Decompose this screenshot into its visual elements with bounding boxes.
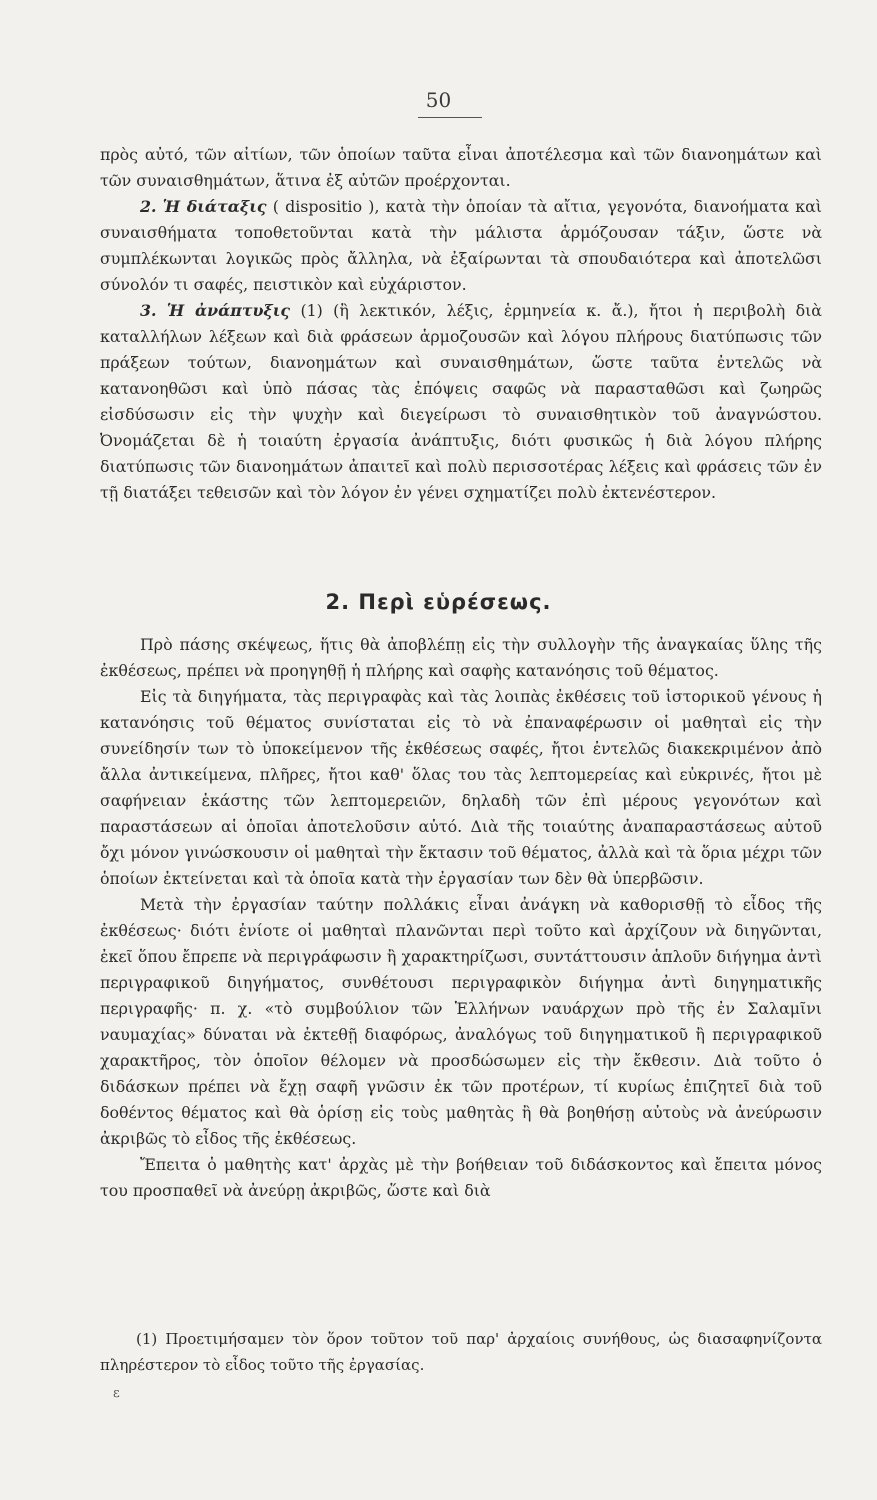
item-3-title: Ἡ ἀνάπτυξις: [166, 301, 291, 320]
section-paragraph: Εἰς τὰ διηγήματα, τὰς περιγραφὰς καὶ τὰς λοιπὰς ἐκθέσεις τοῦ ἱστορικοῦ γένους ἡ κατανόησις τοῦ θέματος συνίσταται εἰς τὸ νὰ ἐπαναφέρωσιν οἱ μαθηταὶ εἰς τὴν συνείδησίν των τὸ ὑποκείμενον τῆς ἐκθέσεως σαφές, ἤτοι ἐντελῶς διακεκριμένον ἀπὸ ἄλλα ἀντικείμενα, πλῆρες, ἤτοι καθ' ὅλας του τὰς λεπτομερείας καὶ εὐκρινές, ἤτοι μὲ σαφήνειαν ἑκάστης τῶν λεπτομερειῶν, δηλαδὴ τῶν ἐπὶ μέρους γεγονότων καὶ παραστάσεων αἱ ὁποῖαι ἀποτελοῦσιν αὐτό. Διὰ τῆς τοιαύτης ἀναπαραστάσεως αὐτοῦ ὄχι μόνον γινώσκουσιν οἱ μαθηταὶ τὴν ἔκτασιν τοῦ θέματος, ἀλλὰ καὶ τὰ ὅρια μέχρι τῶν ὁποίων ἐκτείνεται καὶ τὰ ὁποῖα κατὰ τὴν ἐργασίαν των δὲν θὰ ὑπερβῶσιν.: [100, 687, 822, 888]
upper-text-block: [100, 142, 822, 506]
item-2-paragraph: [100, 194, 822, 298]
section-paragraph: Ἔπειτα ὁ μαθητὴς κατ' ἀρχὰς μὲ τὴν βοήθειαν τοῦ διδάσκοντος καὶ ἔπειτα μόνος του προσπαθεῖ νὰ ἀνεύρῃ ἀκριβῶς, ὥστε καὶ διὰ: [100, 1155, 822, 1200]
stray-print-mark: ε: [113, 1386, 120, 1401]
footnote-text: (1) Προετιμήσαμεν τὸν ὅρον τοῦτον τοῦ παρ' ἀρχαίοις συνήθους, ὡς διασαφηνίζοντα πληρέστερον τὸ εἶδος τοῦτο τῆς ἐργασίας.: [100, 1330, 822, 1374]
item-3-paragraph: [100, 298, 822, 506]
page-number: 50: [425, 88, 452, 112]
section-paragraph: Πρὸ πάσης σκέψεως, ἥτις θὰ ἀποβλέπῃ εἰς τὴν συλλογὴν τῆς ἀναγκαίας ὕλης τῆς ἐκθέσεως, πρέπει νὰ προηγηθῇ ἡ πλήρης καὶ σαφὴς κατανόησις τοῦ θέματος.: [100, 635, 822, 680]
lower-text-block: [100, 632, 822, 1204]
item-3-number: 3.: [140, 301, 157, 320]
page-number-rule: [418, 117, 482, 118]
footnote: [100, 1326, 822, 1378]
continuation-paragraph: πρὸς αὐτό, τῶν αἰτίων, τῶν ὁποίων ταῦτα εἶναι ἀποτέλεσμα καὶ τῶν διανοημάτων καὶ τῶν συναισθημάτων, ἅτινα ἐξ αὐτῶν προέρχονται.: [100, 145, 822, 190]
section-paragraph: Μετὰ τὴν ἐργασίαν ταύτην πολλάκις εἶναι ἀνάγκη νὰ καθορισθῇ τὸ εἶδος τῆς ἐκθέσεως· διότι ἐνίοτε οἱ μαθηταὶ πλανῶνται περὶ τοῦτο καὶ ἀρχίζουν νὰ διηγῶνται, ἐκεῖ ὅπου ἔπρεπε νὰ περιγράφωσιν ἢ χαρακτηρίζωσι, συντάττουσιν ἁπλοῦν διήγημα ἀντὶ περιγραφικοῦ διηγήματος, συνθέτουσι περιγραφικὸν διήγημα ἀντὶ διηγηματικῆς περιγραφῆς· π. χ. «τὸ συμβούλιον τῶν Ἑλλήνων ναυάρχων πρὸ τῆς ἐν Σαλαμῖνι ναυμαχίας» δύναται νὰ ἐκτεθῇ διαφόρως, ἀναλόγως τοῦ διηγηματικοῦ ἢ περιγραφικοῦ χαρακτῆρος, τὸν ὁποῖον θέλομεν νὰ προσδώσωμεν εἰς τὴν ἔκθεσιν. Διὰ τοῦτο ὁ διδάσκων πρέπει νὰ ἔχῃ σαφῆ γνῶσιν ἐκ τῶν προτέρων, τί κυρίως ἐπιζητεῖ διὰ τοῦ δοθέντος θέματος καὶ θὰ ὁρίσῃ εἰς τοὺς μαθητὰς ἢ θὰ βοηθήσῃ αὐτοὺς νὰ ἀνεύρωσιν ἀκριβῶς τὸ εἶδος τῆς ἐκθέσεως.: [100, 895, 822, 1148]
section-heading: 2. Περὶ εὑρέσεως.: [325, 590, 552, 614]
item-2-number: 2.: [140, 197, 157, 216]
item-2-title: Ἡ διάταξις: [162, 197, 267, 216]
item-2-text: ( dispositio ), κατὰ τὴν ὁποίαν τὰ αἴτια, γεγονότα, διανοήματα καὶ συναισθήματα τοποθετοῦνται κατὰ τὴν μάλιστα ἁρμόζουσαν τάξιν, ὥστε νὰ συμπλέκωνται λογικῶς πρὸς ἄλληλα, νὰ ἐξαίρωνται τὰ σπουδαιότερα καὶ ἀποτελῶσι σύνολόν τι σαφές, πειστικὸν καὶ εὐχάριστον.: [100, 197, 822, 294]
item-3-text: (1) (ἢ λεκτικόν, λέξις, ἑρμηνεία κ. ἄ.), ἤτοι ἡ περιβολὴ διὰ καταλλήλων λέξεων καὶ διὰ φράσεων ἁρμοζουσῶν καὶ λόγου πλήρους διατύπωσις τῶν πράξεων τούτων, διανοημάτων καὶ συναισθημάτων, ὥστε ταῦτα ἐντελῶς νὰ κατανοηθῶσι καὶ ὑπὸ πάσας τὰς ἐπόψεις σαφῶς νὰ παρασταθῶσι καὶ ζωηρῶς εἰσδύσωσιν εἰς τὴν ψυχὴν καὶ διεγείρωσι τὸ συναισθητικὸν τοῦ ἀναγνώστου. Ὀνομάζεται δὲ ἡ τοιαύτη ἐργασία ἀνάπτυξις, διότι φυσικῶς ἡ διὰ λόγου πλήρης διατύπωσις τῶν διανοημάτων ἀπαιτεῖ καὶ πολὺ περισσοτέρας λέξεις καὶ φράσεις τῶν ἐν τῇ διατάξει τεθεισῶν καὶ τὸν λόγον ἐν γένει σχηματίζει πολὺ ἐκτενέστερον.: [100, 301, 822, 502]
